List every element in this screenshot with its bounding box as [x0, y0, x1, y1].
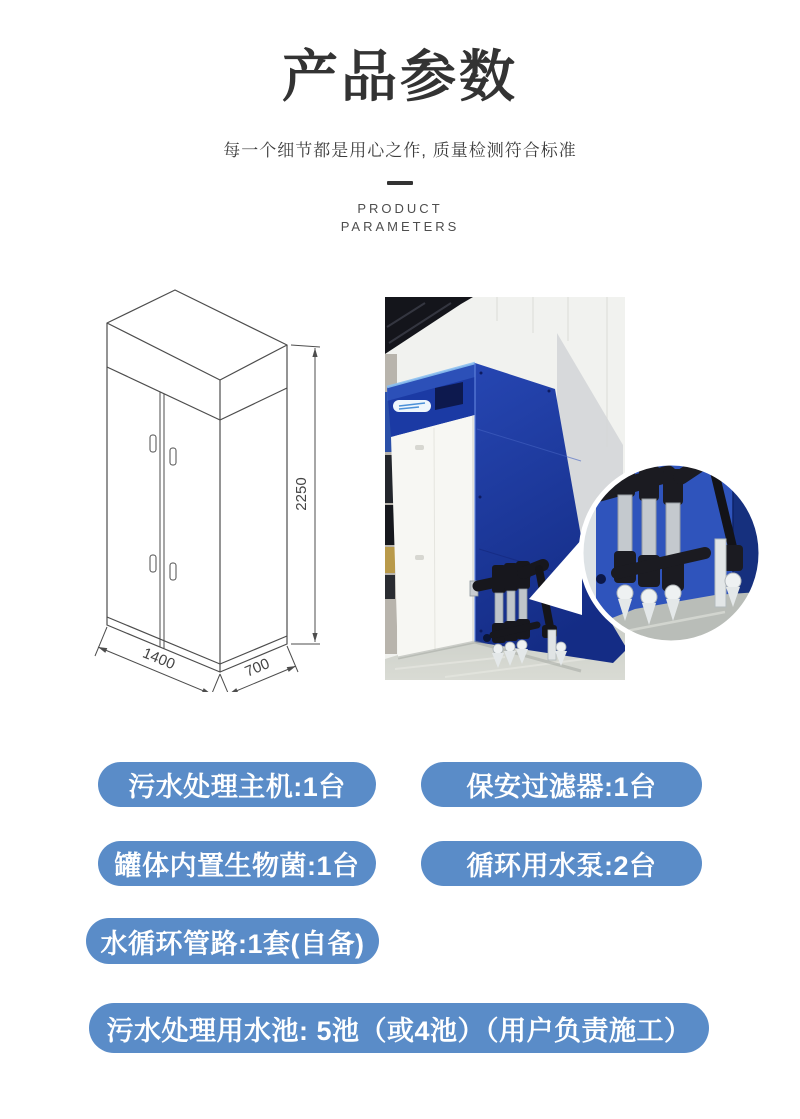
depth-dimension-label: 700 [242, 655, 273, 681]
cabinet-outline [107, 290, 287, 672]
magnifier-pipes [600, 457, 743, 625]
spec-pill-bio-tank: 罐体内置生物菌:1台 [98, 841, 376, 886]
spec-pill-piping: 水循环管路:1套(自备) [86, 918, 379, 964]
magnifier-knob [596, 574, 606, 584]
page-subtitle: 每一个细节都是用心之作, 质量检测符合标准 [223, 141, 577, 160]
dimension-width [95, 627, 220, 692]
width-dimension-label: 1400 [140, 644, 178, 674]
dimension-depth [220, 646, 298, 692]
white-standpipe [548, 630, 556, 660]
spec-pill-pumps: 循环用水泵:2台 [421, 841, 702, 886]
photo-scene [385, 297, 627, 680]
spec-pill-water-pools: 污水处理用水池: 5池（或4池）（用户负责施工） [89, 1003, 709, 1053]
cabinet-dimension-drawing [72, 272, 352, 692]
product-photo [385, 297, 765, 683]
brand-logo [393, 400, 431, 412]
tagline-product: PRODUCT [357, 201, 443, 216]
title-divider [387, 181, 413, 185]
page-title: 产品参数 [282, 45, 518, 108]
tagline-parameters: PARAMETERS [340, 219, 460, 234]
height-dimension-label: 2250 [293, 477, 310, 511]
door-handles [150, 435, 176, 580]
dimension-height [291, 345, 320, 644]
spec-pill-main-unit: 污水处理主机:1台 [98, 762, 376, 807]
front-handle-top [415, 445, 424, 450]
spec-pill-filter: 保安过滤器:1台 [421, 762, 702, 807]
front-handle-bottom [415, 555, 424, 560]
machine-front-door [391, 415, 475, 658]
